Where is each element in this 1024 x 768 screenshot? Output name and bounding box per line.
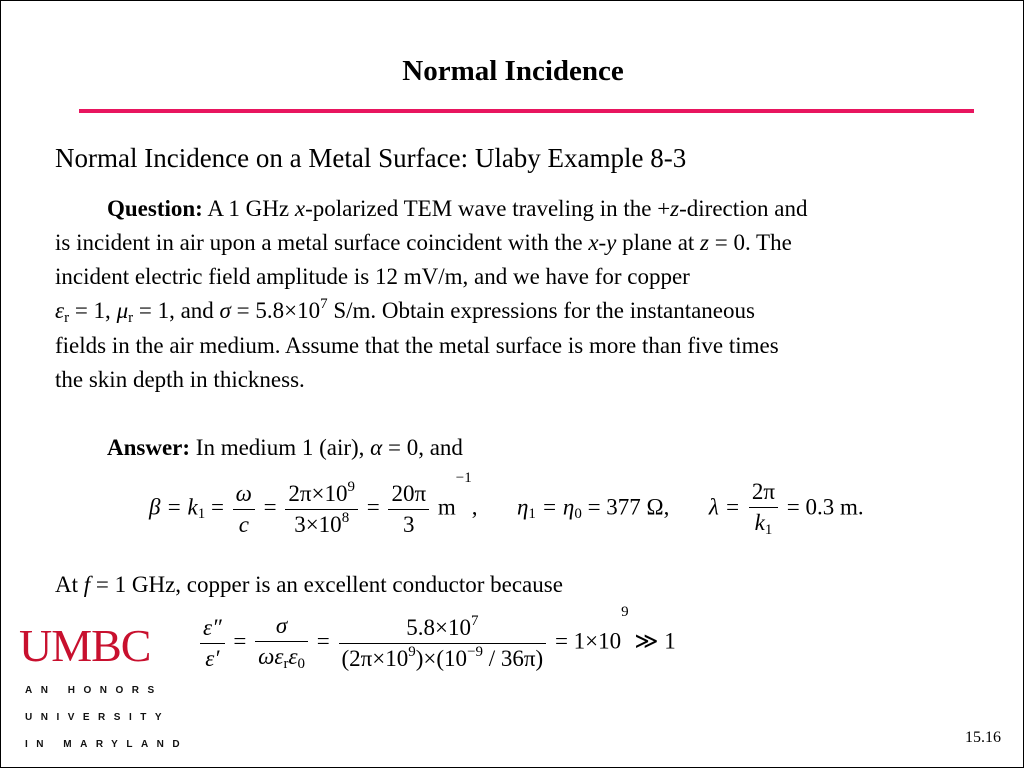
text: μ (116, 298, 129, 323)
question-line-1 (107, 196, 808, 222)
text: = 1, (69, 298, 117, 323)
text: plane at (616, 230, 701, 255)
text: = 5.8×10 (230, 298, 321, 323)
text: σ (275, 613, 288, 638)
text: )×(10 (415, 645, 468, 671)
text: 3×10 (294, 511, 342, 537)
fraction-result (388, 479, 429, 540)
text: 3 (403, 511, 415, 537)
text: = 0.3 m. (786, 494, 864, 520)
fraction-sigma (255, 611, 308, 675)
text: 0 (574, 506, 582, 523)
text: −9 (467, 643, 484, 660)
logo-line-2: UNIVERSITY (25, 712, 171, 723)
text: z (700, 230, 709, 255)
text: / 36π) (483, 645, 544, 671)
question-line-6: the skin depth in thickness. (55, 367, 305, 392)
text: α (370, 435, 383, 460)
slide-subtitle: Normal Incidence on a Metal Surface: Ulaby Example 8-3 (55, 143, 687, 173)
text: 1 (197, 506, 206, 523)
text: η (516, 494, 529, 520)
text: 9 (621, 604, 629, 620)
text: 2π×10 (288, 480, 348, 506)
text: 9 (408, 643, 416, 660)
text: ε″ (203, 614, 222, 640)
text: A 1 GHz (207, 196, 295, 221)
text: r (64, 310, 70, 326)
logo-line-3: IN MARYLAND (25, 739, 189, 750)
text: ωε (258, 644, 284, 669)
text: σ (219, 298, 231, 323)
text: c (238, 511, 249, 537)
text: 0 (297, 656, 306, 672)
text: , (471, 494, 478, 520)
question-line-5: fields in the air medium. Assume that the metal surface is more than five times (55, 333, 779, 358)
text: 7 (470, 612, 479, 629)
text: = (205, 494, 230, 520)
text: ε (55, 298, 65, 323)
fraction-numeric (285, 479, 358, 540)
text: (2π×10 (341, 645, 409, 671)
fraction-lambda (749, 477, 778, 541)
text: = 0. The (709, 230, 792, 255)
text: r (283, 656, 289, 672)
logo-line-1: AN HONORS (25, 685, 163, 696)
text: m (437, 494, 456, 520)
question-line-4 (55, 298, 755, 327)
text: -direction and (679, 196, 808, 221)
question-line-3: incident electric field amplitude is 12 mV/m, and we have for copper (55, 264, 690, 289)
equation-beta-eta-lambda (149, 470, 864, 541)
text: 7 (320, 296, 328, 312)
text: r (128, 310, 134, 326)
umbc-logo: UMBC (19, 620, 151, 671)
text: = 1, and (133, 298, 220, 323)
text: 20π (391, 480, 427, 506)
question-line-2 (55, 230, 792, 256)
text: -polarized TEM wave traveling in the + (305, 196, 671, 221)
text: = η (535, 494, 575, 520)
text: 1 (528, 506, 536, 523)
text: z (670, 196, 680, 221)
answer-line (107, 435, 463, 461)
text: λ = (708, 494, 746, 520)
title-divider (79, 109, 974, 113)
text: 1 (764, 522, 773, 538)
answer-label: Answer: (107, 435, 191, 460)
fraction-numeric-2 (339, 613, 547, 674)
fraction-omega-c (233, 479, 255, 540)
text: k (754, 510, 765, 535)
at-line (55, 572, 563, 598)
text: 5.8×10 (406, 614, 471, 640)
text: −1 (455, 470, 472, 486)
text: = (366, 494, 386, 520)
text: is incident in air upon a metal surface coincident with the (55, 230, 589, 255)
slide-title: Normal Incidence (402, 55, 624, 87)
text: ≫ 1 (628, 628, 676, 654)
text: Obtain expressions for the instantaneous (376, 298, 755, 323)
text: ε′ (205, 645, 220, 671)
question-label: Question: (107, 196, 203, 221)
fraction-eps-ratio (200, 613, 225, 674)
text: S/m. (327, 298, 377, 323)
text: = 0, and (382, 435, 463, 460)
text: = 377 Ω, (581, 494, 670, 520)
text: x (294, 196, 306, 221)
text: At (55, 572, 84, 597)
text: = 1×10 (554, 628, 622, 654)
text: 2π (751, 479, 776, 504)
text: ω (235, 480, 252, 506)
text: x-y (588, 230, 617, 255)
text: β = k (149, 494, 198, 520)
text: f (83, 572, 91, 597)
text: ε (288, 644, 298, 669)
text: = (263, 494, 283, 520)
text: 9 (347, 478, 355, 495)
page-number: 15.16 (965, 729, 1001, 746)
equation-loss-tangent: $\frac{\varepsilon''}{\varepsilon'}$ = $\frac{\sigma}{\omega\varepsilon_r\varepsilon_0}$ = $\frac{5.8\times 10^7}{(2\pi\times 10^9)\times(10^{-9} / 36\pi)}$ = $1\times 10^9$ ≫ 1 (197, 611, 676, 675)
text: In medium 1 (air), (190, 435, 371, 460)
text: = 1 GHz, copper is an excellent conductor because (90, 572, 563, 597)
text: 8 (341, 509, 350, 526)
